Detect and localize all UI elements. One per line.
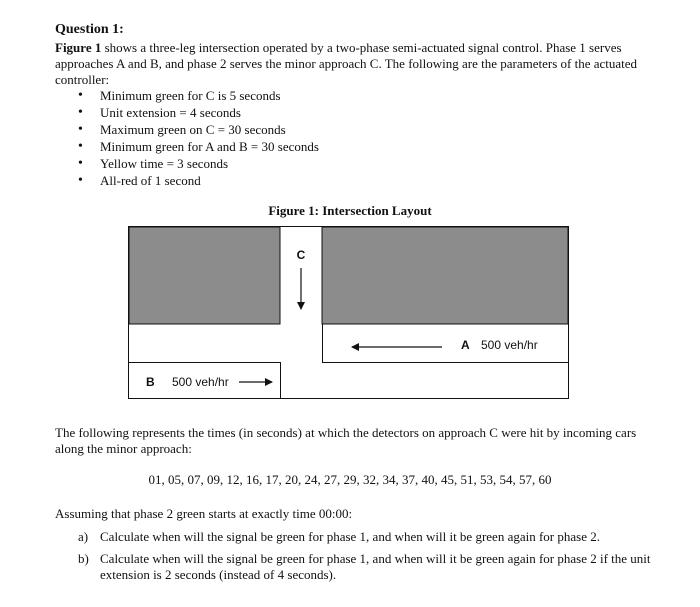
parameter-item: • Minimum green for C is 5 seconds — [78, 87, 319, 104]
parameter-item: • Minimum green for A and B = 30 seconds — [78, 138, 319, 155]
intro-text: shows a three-leg intersection operated by a two-phase semi-actuated signal control. Phase 1 serves approaches A and B, and phase 2 serves the minor approach C. The following are the parameters of the actuated controller: — [55, 40, 638, 87]
approach-b-label: B — [146, 375, 155, 389]
approach-a-label: A — [461, 338, 470, 352]
block-top-left — [129, 227, 280, 324]
question-title: Question 1: — [55, 22, 124, 37]
parameter-item: • Yellow time = 3 seconds — [78, 155, 319, 172]
parameter-item: • Unit extension = 4 seconds — [78, 104, 319, 121]
task-b — [78, 551, 668, 583]
detector-intro: The following represents the times (in seconds) at which the detectors on approach C were hit by incoming cars along the minor approach: — [55, 425, 637, 456]
approach-b-volume: 500 veh/hr — [172, 375, 229, 389]
parameter-item: • Maximum green on C = 30 seconds — [78, 121, 319, 138]
task-a-text: Calculate when will the signal be green for phase 1, and when will it be green again for phase 2. — [100, 529, 600, 544]
block-top-right — [322, 227, 568, 324]
detector-times: 01, 05, 07, 09, 12, 16, 17, 20, 24, 27, 29, 32, 34, 37, 40, 45, 51, 53, 54, 57, 60 — [148, 472, 552, 487]
figure-caption: Figure 1: Intersection Layout — [268, 203, 432, 218]
task-b-label: b) — [78, 551, 89, 566]
assumption-text: Assuming that phase 2 green starts at exactly time 00:00: — [55, 506, 353, 521]
approach-a-volume: 500 veh/hr — [481, 338, 538, 352]
approach-c-label: C — [296, 248, 306, 262]
figure-reference: Figure 1 — [55, 40, 102, 55]
parameter-item: • All-red of 1 second — [78, 172, 319, 189]
task-b-text: Calculate when will the signal be green for phase 1, and when will it be green again for phase 2 if the unit extension is 2 seconds (instead of 4 seconds). — [100, 551, 651, 582]
task-a — [78, 529, 668, 545]
task-a-label: a) — [78, 529, 89, 544]
